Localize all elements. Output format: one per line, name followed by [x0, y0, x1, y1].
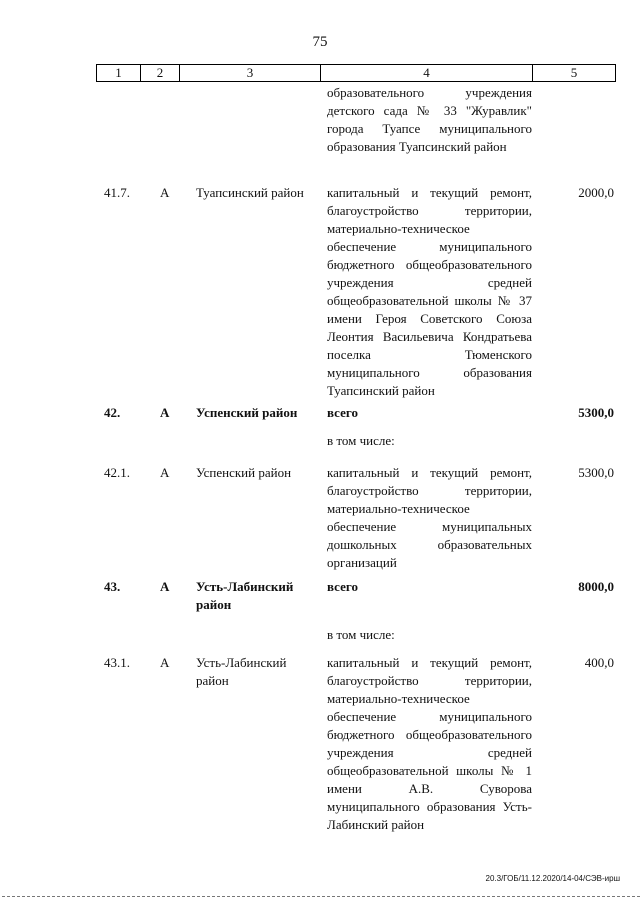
- row-code: А: [160, 405, 170, 420]
- row-region: Успенский район: [196, 465, 292, 480]
- row-number: 43.: [104, 579, 121, 594]
- row-subnote: в том числе:: [327, 433, 395, 448]
- footer-divider: [2, 896, 640, 897]
- column-header-4: 4: [321, 65, 533, 82]
- column-header-2: 2: [141, 65, 180, 82]
- row-code: А: [160, 579, 170, 594]
- row-amount: 2000,0: [578, 185, 614, 200]
- row-description: всего: [327, 579, 358, 594]
- row-amount: 8000,0: [578, 579, 614, 594]
- row-subnote: в том числе:: [327, 627, 395, 642]
- row-description: капитальный и текущий ремонт, благоустройство территории, материально-техническое обеспечение муниципального бюджетного общеобразовательного учреждения средней общеобразовательной школы № 1 имени А.В. Суворова муниципального образования Усть-Лабинский район: [327, 655, 532, 832]
- row-code: А: [160, 465, 170, 480]
- continuation-text: образовательного учреждения детского сада № 33 "Журавлик" города Туапсе муниципального образования Туапсинский район: [327, 85, 532, 154]
- document-code: 20.3/ГОБ/11.12.2020/14-04/СЭВ-ирш: [485, 874, 620, 883]
- row-amount: 5300,0: [578, 405, 614, 420]
- row-amount: 400,0: [584, 655, 614, 670]
- column-header-3: 3: [180, 65, 321, 82]
- row-region: Туапсинский район: [196, 185, 304, 200]
- row-number: 42.: [104, 405, 121, 420]
- row-description: капитальный и текущий ремонт, благоустройство территории, материально-техническое обеспечение муниципального бюджетного общеобразовательного учреждения средней общеобразовательной школы № 37 имени Героя Советского Союза Леонтия Васильевича Кондратьева поселка Тюменского муниципального образования Туапсинский район: [327, 185, 532, 398]
- page-number: 75: [312, 34, 328, 50]
- row-number: 41.7.: [104, 185, 130, 200]
- column-header-row: [96, 64, 616, 82]
- row-description: капитальный и текущий ремонт, благоустройство территории, материально-техническое обеспечение муниципальных дошкольных образовательных организаций: [327, 465, 532, 570]
- row-region: Успенский район: [196, 405, 298, 420]
- row-description: всего: [327, 405, 358, 420]
- column-header-1: 1: [97, 65, 141, 82]
- row-code: А: [160, 185, 170, 200]
- row-number: 42.1.: [104, 465, 130, 480]
- row-region: Усть-Лабинский район: [196, 579, 294, 612]
- column-header-5: 5: [533, 65, 616, 82]
- row-code: А: [160, 655, 170, 670]
- row-region: Усть-Лабинский район: [196, 655, 287, 688]
- row-number: 43.1.: [104, 655, 130, 670]
- row-amount: 5300,0: [578, 465, 614, 480]
